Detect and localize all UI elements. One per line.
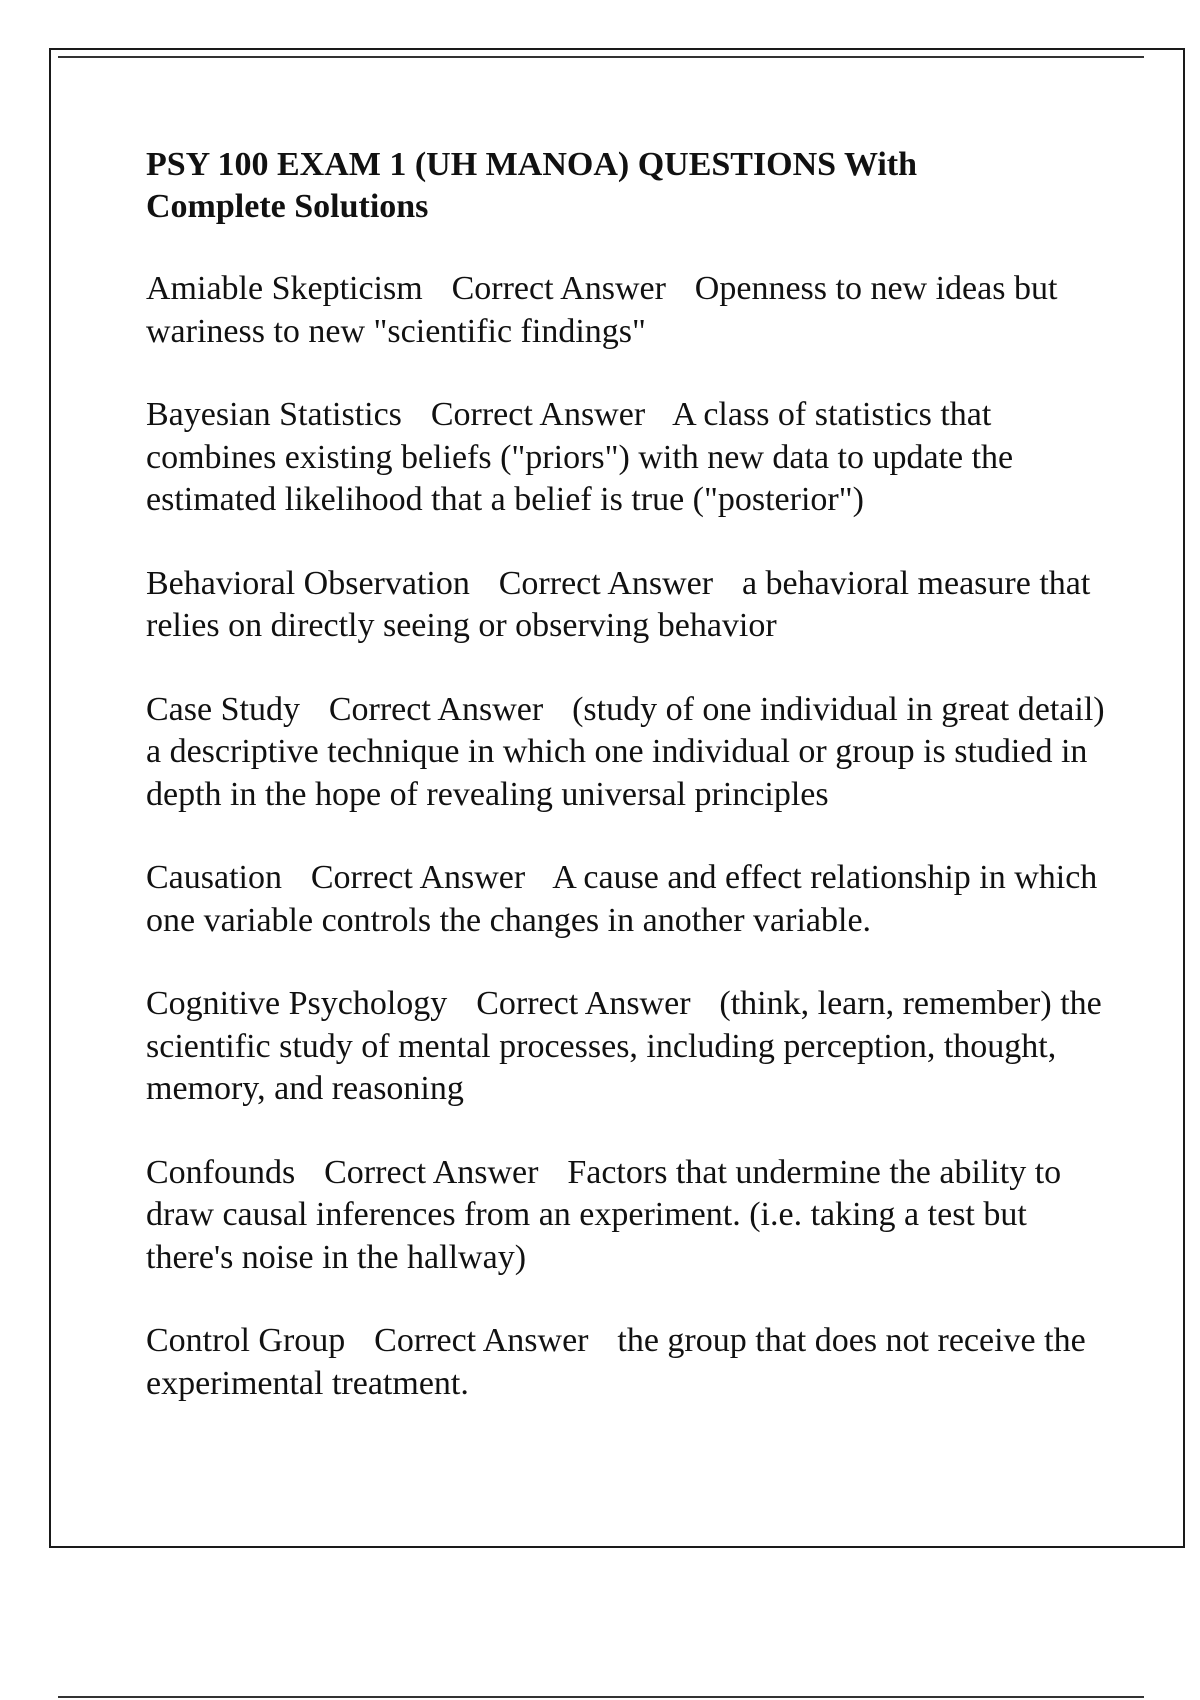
correct-answer-label: Correct Answer [374,1322,589,1359]
correct-answer-label: Correct Answer [328,690,544,728]
footer-rule [58,1696,1144,1698]
entry-definition: a behavioral measure that relies on directly seeing or observing behavior [146,564,1091,644]
document-title: PSY 100 EXAM 1 (UH MANOA) QUESTIONS With Complete Solutions [146,146,918,225]
qa-entry [146,689,1106,817]
entry-term: Bayesian Statistics [146,396,402,433]
qa-entry [146,983,1106,1111]
qa-entry [146,268,1106,353]
document-body [146,144,1106,1446]
qa-entry [146,1152,1106,1280]
correct-answer-label: Correct Answer [498,564,714,602]
entry-definition: the group that does not receive the experimental treatment. [146,1322,1086,1402]
entry-term: Behavioral Observation [146,564,470,602]
qa-entry [146,857,1106,942]
entry-definition: Openness to new ideas but wariness to new "scientific findings" [146,270,1058,350]
entry-term: Amiable Skepticism [146,270,423,307]
entry-definition: A class of statistics that combines existing beliefs ("priors") with new data to update the estimated likelihood that a belief is true ("posterior") [146,396,1014,518]
qa-entry [146,1320,1106,1405]
entry-definition: Factors that undermine the ability to draw causal inferences from an experiment. (i.e. taking a test but there's noise in the hallway) [146,1153,1062,1276]
entry-definition: A cause and effect relationship in which one variable controls the changes in another variable. [146,859,1098,939]
correct-answer-label: Correct Answer [430,396,646,433]
entry-term: Cognitive Psychology [146,985,448,1022]
correct-answer-label: Correct Answer [451,270,666,307]
qa-entry [146,563,1106,648]
correct-answer-label: Correct Answer [310,859,526,896]
entry-term: Case Study [146,690,300,728]
qa-entry [146,394,1106,522]
entry-definition: (study of one individual in great detail) a descriptive technique in which one individual or group is studied in depth in the hope of revealing universal principles [146,690,1105,813]
correct-answer-label: Correct Answer [324,1153,539,1191]
entry-term: Confounds [146,1153,296,1191]
correct-answer-label: Correct Answer [476,985,691,1022]
entry-term: Causation [146,859,282,896]
entry-term: Control Group [146,1322,346,1359]
entry-definition: (think, learn, remember) the scientific study of mental processes, including perception, thought, memory, and reasoning [146,985,1102,1107]
